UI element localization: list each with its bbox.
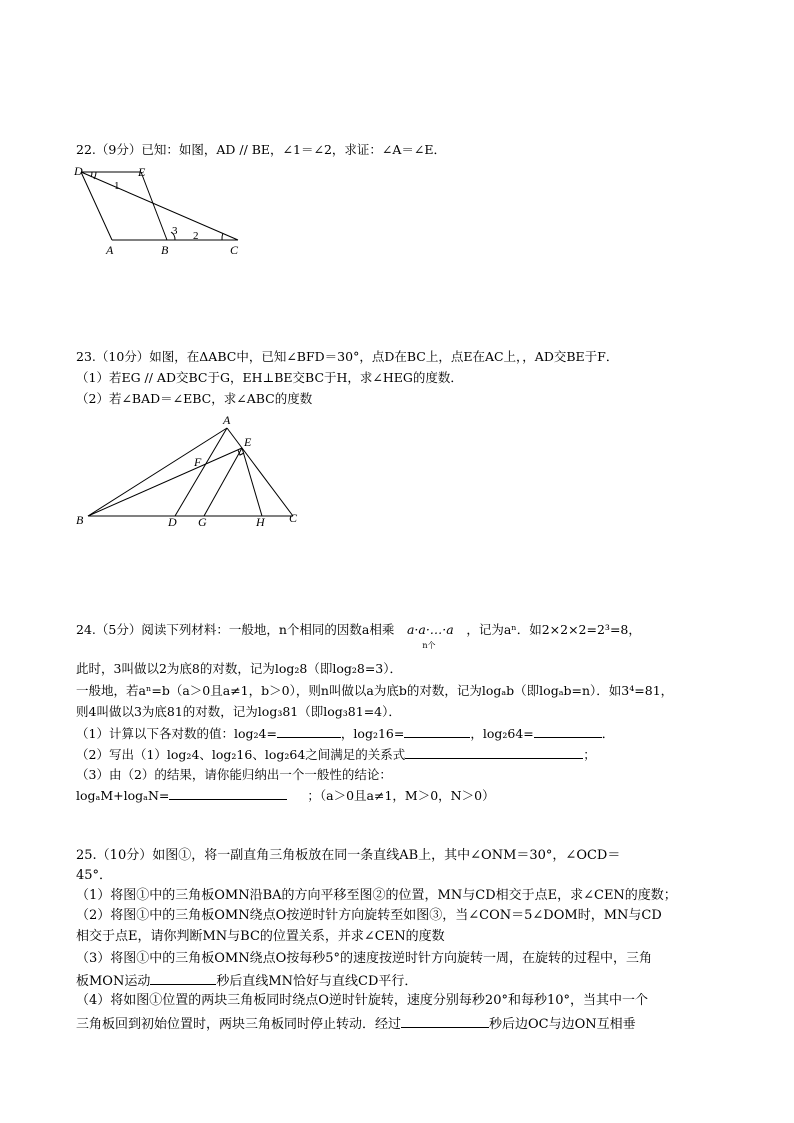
q24-line-1 — [76, 622, 641, 650]
label-angle-1: 1 — [114, 180, 120, 192]
q25-stem: 25.（10分）如图①，将一副直角三角板放在同一条直线AB上，其中∠ONM＝30°，∠OCD＝ — [76, 848, 621, 863]
q24-part-1-text-b: ，log₂16= — [340, 726, 405, 741]
q24-line-4: 则4叫做以3为底81的对数，记为log₃81（即log₃81=4）． — [76, 704, 401, 719]
q25-part-3-text-a: 板MON运动 — [76, 974, 151, 989]
q22-stem: 22.（9分）已知：如图，AD // BE，∠1＝∠2，求证：∠A＝∠E． — [76, 142, 447, 157]
q25-part-4-cont — [76, 1015, 636, 1033]
q25-part-4-text-a: 三角板回到初始位置时，两块三角板同时停止转动．经过 — [76, 1017, 402, 1032]
q24-text-b: ，记为aⁿ．如2×2×2=2³=8， — [466, 622, 641, 637]
q24-conclusion-text-b: ；（a＞0且a≠1，M＞0，N＞0） — [307, 788, 495, 803]
segment-dc — [81, 172, 238, 240]
q23-part-1: （1）若EG // AD交BC于G，EH⊥BE交BC于H，求∠HEG的度数． — [76, 370, 463, 385]
answer-blank-log2-64[interactable] — [534, 725, 602, 738]
q24-part-2-text-b: ； — [583, 747, 596, 762]
q24-conclusion-text-a: logₐM+logₐN= — [76, 788, 170, 803]
q24-part-2-text-a: （2）写出（1）log₂4、log₂16、log₂64之间满足的关系式 — [76, 747, 406, 762]
label-angle-3: 3 — [172, 225, 178, 237]
q24-part-1-text-d: ． — [601, 726, 615, 741]
q25-stem-cont: 45°． — [76, 868, 113, 883]
answer-blank-log2-16[interactable] — [404, 725, 470, 738]
q24-part-2 — [76, 746, 596, 763]
segment-eh — [242, 448, 262, 516]
q25-part-1: （1）将图①中的三角板OMN沿BA的方向平移至图②的位置，MN与CD相交于点E，求∠CEN的度数； — [76, 888, 677, 903]
q25-part-3: （3）将图①中的三角板OMN绕点O按每秒5°的速度按逆时针方向旋转一周，在旋转的过程中，三角 — [76, 951, 653, 966]
answer-blank-log2-4[interactable] — [277, 725, 341, 738]
label-g: G — [198, 515, 207, 529]
answer-blank-seconds-parallel[interactable] — [150, 972, 216, 985]
label-c: C — [230, 243, 239, 257]
label-angle-2: 2 — [193, 230, 199, 242]
q22-figure — [72, 162, 252, 260]
q25-part-3-cont — [76, 972, 417, 990]
q25-part-2-cont: 相交于点E，请你判断MN与BC的位置关系，并求∠CEN的度数 — [76, 929, 445, 944]
segment-ab — [88, 428, 227, 516]
label-a: A — [223, 413, 231, 427]
label-h: H — [256, 515, 265, 529]
q23-part-2: （2）若∠BAD＝∠EBC，求∠ABC的度数 — [76, 391, 313, 406]
label-f: F — [194, 455, 202, 469]
segment-eb — [141, 172, 167, 240]
angle-2-arc — [222, 233, 223, 240]
segment-ac — [227, 428, 293, 516]
underbrace-expression — [394, 622, 466, 650]
q24-part-3: （3）由（2）的结果，请你能归纳出一个一般性的结论： — [76, 767, 392, 782]
label-b: B — [76, 513, 84, 527]
label-c: C — [289, 511, 298, 525]
label-d: D — [74, 164, 83, 178]
label-b: B — [161, 243, 169, 257]
segment-be — [88, 448, 242, 516]
q24-part-1-text-a: （1）计算以下各对数的值：log₂4= — [76, 726, 277, 741]
q25-part-4-text-b: 秒后边OC与边ON互相垂 — [489, 1017, 636, 1032]
underbrace-top: a·a·…·a — [406, 622, 454, 637]
answer-blank-general[interactable] — [169, 787, 287, 800]
label-d: D — [168, 515, 177, 529]
q23-stem: 23.（10分）如图，在ΔABC中，已知∠BFD＝30°，点D在BC上，点E在AC上，，AD交BE于F． — [76, 349, 619, 364]
q24-conclusion — [76, 787, 495, 804]
label-e: E — [244, 435, 252, 449]
q23-figure — [70, 412, 310, 530]
label-a: A — [106, 243, 114, 257]
answer-blank-relation[interactable] — [405, 746, 583, 759]
answer-blank-seconds-perpendicular[interactable] — [401, 1015, 489, 1028]
q24-text-a: 24.（5分）阅读下列材料：一般地，n个相同的因数a相乘 — [76, 622, 395, 637]
q24-part-1-text-c: ，log₂64= — [470, 726, 534, 741]
label-e: E — [138, 165, 146, 179]
underbrace-bottom: n个 — [422, 641, 436, 650]
q24-part-1 — [76, 725, 614, 742]
q25-part-4: （4）将如图①位置的两块三角板同时绕点O逆时针旋转，速度分别每秒20°和每秒10°，当其中一个 — [76, 993, 649, 1008]
q25-part-2: （2）将图①中的三角板OMN绕点O按逆时针方向旋转至如图③，当∠CON＝5∠DOM时，MN与CD — [76, 908, 662, 923]
q24-line-3: 一般地，若aⁿ=b（a＞0且a≠1，b＞0），则n叫做以a为底b的对数，记为logₐb（即logₐb=n）．如3⁴=81， — [76, 683, 674, 698]
segment-ad — [175, 428, 227, 516]
q24-line-2: 此时，3叫做以2为底8的对数，记为log₂8（即log₂8=3）． — [76, 661, 403, 676]
q25-part-3-text-b: 秒后直线MN恰好与直线CD平行． — [216, 974, 418, 989]
segment-da — [81, 172, 112, 240]
